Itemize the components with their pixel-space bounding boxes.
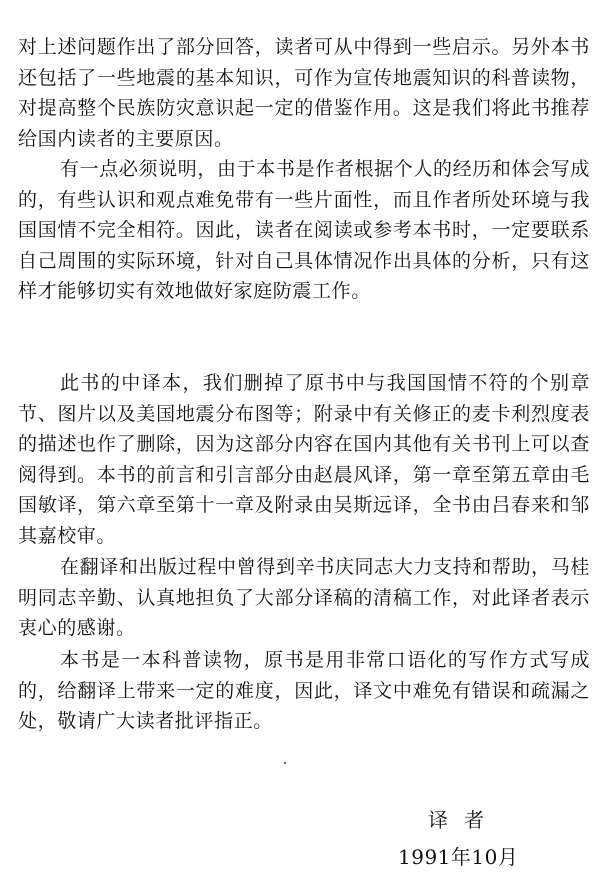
paragraph-1: 对上述问题作出了部分回答，读者可从中得到一些启示。另外本书还包括了一些地震的基本知识，可作为宣传地震知识的科普读物，对提高整个民族防灾意识起一定的借鉴作用。这是我们将此书推荐给国内读者的主要原因。 — [18, 36, 590, 150]
paragraph-4: 在翻译和出版过程中曾得到辛书庆同志大力支持和帮助，马桂明同志辛勤、认真地担负了大部分译稿的清稿工作，对此译者表示衷心的感谢。 — [18, 556, 590, 639]
date-line: 1991年10月 — [398, 845, 519, 869]
paragraph-5: 本书是一本科普读物，原书是用非常口语化的写作方式写成的，给翻译上带来一定的难度，因此，译文中难免有错误和疏漏之处，敬请广大读者批评指正。 — [18, 649, 590, 732]
scan-speck — [284, 762, 286, 764]
paragraph-3: 此书的中译本，我们删掉了原书中与我国国情不符的个别章节、图片以及美国地震分布图等；附录中有关修正的麦卡利烈度表的描述也作了删除，因为这部分内容在国内其他有关书刊上可以查阅得到。本书的前言和引言部分由赵晨风译，第一章至第五章由毛国敏译，第六章至第十一章及附录由吴斯远译，全书由吕春来和邹其嘉校审。 — [18, 372, 590, 547]
paragraph-2: 有一点必须说明，由于本书是作者根据个人的经历和体会写成的，有些认识和观点难免带有一些片面性，而且作者所处环境与我国国情不完全相符。因此，读者在阅读或参考本书时，一定要联系自己周围的实际环境，针对自己具体情况作出具体的分析，只有这样才能够切实有效地做好家庭防震工作。 — [18, 158, 590, 302]
translator-signature: 译者 — [428, 808, 500, 832]
